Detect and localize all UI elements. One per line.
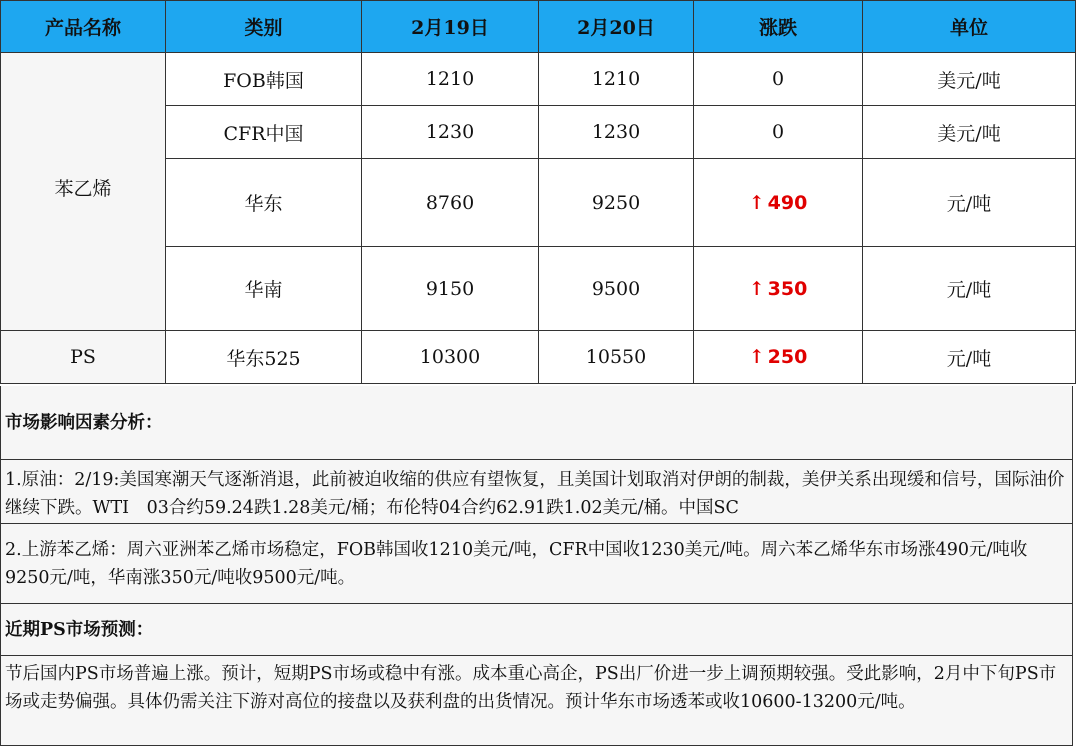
forecast-paragraph: 节后国内PS市场普遍上涨。预计，短期PS市场或稳中有涨。成本重心高企，PS出厂价进一步上调预期较强。受此影响，2月中下旬PS市场或走势偏强。具体仍需关注下游对高位的接盘以及获利盘的出货情况。预计华东市场透苯或收10600-13200元/吨。: [5, 664, 1057, 712]
cell-change: [694, 159, 863, 247]
forecast-text: [0, 656, 1073, 746]
cell-category: 华东525: [166, 331, 362, 384]
cell-unit: 元/吨: [863, 331, 1076, 384]
table-row: [1, 53, 1076, 106]
cell-feb19: 10300: [362, 331, 539, 384]
analysis-heading-text: 市场影响因素分析：: [5, 412, 163, 433]
product-styrene: 苯乙烯: [1, 53, 166, 331]
cell-change: [694, 331, 863, 384]
cell-category: CFR中国: [166, 106, 362, 159]
cell-feb20: 10550: [539, 331, 694, 384]
cell-category: 华南: [166, 247, 362, 331]
cell-unit: 美元/吨: [863, 53, 1076, 106]
header-product: 产品名称: [1, 1, 166, 53]
change-value: 490: [767, 191, 808, 214]
forecast-heading-text: 近期PS市场预测：: [5, 619, 154, 640]
analysis-styrene: [0, 524, 1073, 604]
up-arrow-icon: ↑: [748, 277, 765, 300]
cell-feb19: 1210: [362, 53, 539, 106]
cell-feb20: 9250: [539, 159, 694, 247]
cell-feb19: 1230: [362, 106, 539, 159]
cell-category: FOB韩国: [166, 53, 362, 106]
header-change: 涨跌: [694, 1, 863, 53]
change-value: 250: [767, 346, 808, 368]
cell-feb19: 8760: [362, 159, 539, 247]
analysis-crude-oil-text: 1.原油：2/19:美国寒潮天气逐渐消退，此前被迫收缩的供应有望恢复，且美国计划取消对伊朗的制裁，美伊关系出现缓和信号，国际油价继续下跌。WTI 03合约59.24跌1.28美元/桶；布伦特04合约62.91跌1.02美元/桶。中国SC: [5, 470, 1065, 518]
cell-feb20: 1230: [539, 106, 694, 159]
header-feb19: 2月19日: [362, 1, 539, 53]
cell-change: 0: [694, 53, 863, 106]
cell-change: [694, 247, 863, 331]
analysis-styrene-text: 2.上游苯乙烯：周六亚洲苯乙烯市场稳定，FOB韩国收1210美元/吨，CFR中国收1230美元/吨。周六苯乙烯华东市场涨490元/吨收9250元/吨，华南涨350元/吨收9500元/吨。: [5, 540, 1028, 588]
up-arrow-icon: ↑: [748, 191, 765, 214]
header-feb20: 2月20日: [539, 1, 694, 53]
header-unit: 单位: [863, 1, 1076, 53]
cell-feb19: 9150: [362, 247, 539, 331]
cell-unit: 元/吨: [863, 247, 1076, 331]
table-row: [1, 331, 1076, 384]
cell-unit: 美元/吨: [863, 106, 1076, 159]
product-ps: PS: [1, 331, 166, 384]
cell-unit: 元/吨: [863, 159, 1076, 247]
analysis-crude-oil: [0, 460, 1073, 524]
forecast-heading: [0, 604, 1073, 656]
header-row: [1, 1, 1076, 53]
cell-feb20: 9500: [539, 247, 694, 331]
cell-category: 华东: [166, 159, 362, 247]
header-category: 类别: [166, 1, 362, 53]
cell-feb20: 1210: [539, 53, 694, 106]
cell-change: 0: [694, 106, 863, 159]
analysis-heading: [0, 386, 1073, 460]
up-arrow-icon: ↑: [748, 346, 765, 368]
change-value: 350: [767, 277, 808, 300]
